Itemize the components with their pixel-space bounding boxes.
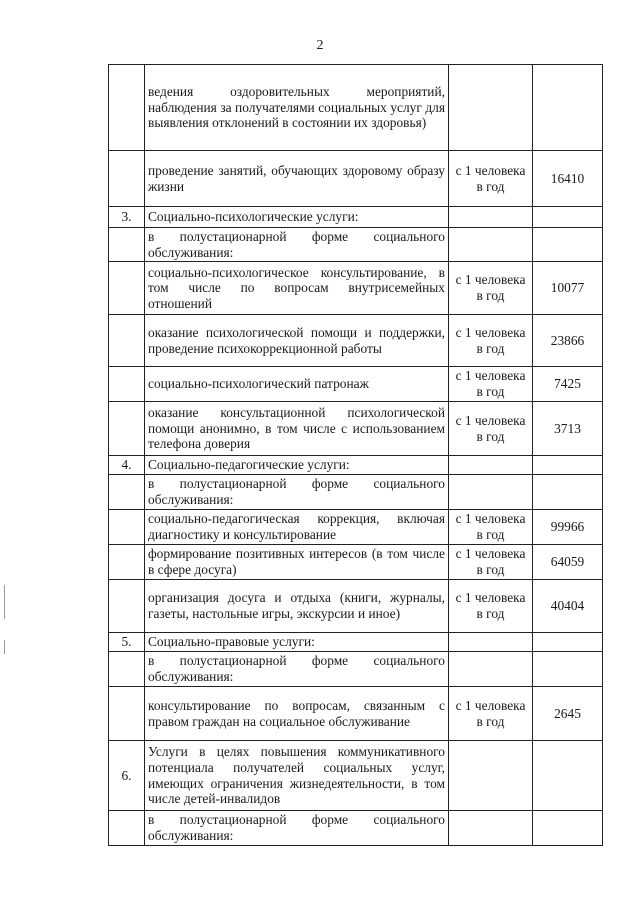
tariff-value [533,207,603,228]
row-number [109,228,145,262]
unit-cell [449,741,533,811]
unit-cell [449,811,533,846]
row-number [109,545,145,580]
table-row [109,652,603,687]
page-number: 2 [316,38,324,53]
table-row [109,475,603,510]
service-description: в полустационарной форме социального обслуживания: [145,811,449,846]
row-number [109,315,145,367]
table-row [109,510,603,545]
row-number [109,262,145,315]
unit-cell: с 1 человека в год [449,687,533,741]
section-heading: Социально-педагогические услуги: [145,456,449,475]
unit-cell [449,652,533,687]
unit-cell [449,228,533,262]
service-description: в полустационарной форме социального обслуживания: [145,475,449,510]
table-row [109,633,603,652]
table-row [109,580,603,633]
row-number [109,65,145,151]
tariff-value: 23866 [533,315,603,367]
tariff-value: 64059 [533,545,603,580]
row-number: 6. [109,741,145,811]
row-number: 4. [109,456,145,475]
unit-cell: с 1 человека в год [449,510,533,545]
service-description: оказание консультационной психологической помощи анонимно, в том числе с использованием телефона доверия [145,402,449,456]
scan-margin-mark [4,640,5,654]
unit-cell: с 1 человека в год [449,367,533,402]
service-description: проведение занятий, обучающих здоровому образу жизни [145,151,449,207]
section-heading: Социально-правовые услуги: [145,633,449,652]
table-row [109,262,603,315]
table-row [109,687,603,741]
unit-cell: с 1 человека в год [449,402,533,456]
table-row [109,151,603,207]
unit-cell: с 1 человека в год [449,580,533,633]
unit-cell [449,207,533,228]
table-row [109,811,603,846]
tariff-value [533,456,603,475]
service-description: социально-педагогическая коррекция, включая диагностику и консультирование [145,510,449,545]
row-number [109,652,145,687]
tariff-value [533,228,603,262]
scan-margin-mark [4,585,5,619]
table-row [109,367,603,402]
tariff-table [108,64,603,846]
row-number [109,687,145,741]
tariff-value [533,652,603,687]
tariff-value: 7425 [533,367,603,402]
table-row [109,228,603,262]
tariff-value: 2645 [533,687,603,741]
unit-cell [449,475,533,510]
tariff-value: 99966 [533,510,603,545]
table-row [109,456,603,475]
service-description: консультирование по вопросам, связанным с правом граждан на социальное обслуживание [145,687,449,741]
row-number: 5. [109,633,145,652]
tariff-value [533,811,603,846]
row-number [109,580,145,633]
table-row [109,65,603,151]
tariff-value [533,633,603,652]
section-heading: Услуги в целях повышения коммуникативного потенциала получателей социальных услуг, имеющих ограничения жизнедеятельности, в том числе детей-инвалидов [145,741,449,811]
unit-cell: с 1 человека в год [449,315,533,367]
unit-cell [449,456,533,475]
tariff-value: 16410 [533,151,603,207]
table-row [109,545,603,580]
tariff-value [533,65,603,151]
row-number: 3. [109,207,145,228]
unit-cell: с 1 человека в год [449,545,533,580]
section-heading: Социально-психологические услуги: [145,207,449,228]
service-description: ведения оздоровительных мероприятий, наблюдения за получателями социальных услуг для выявления отклонений в состоянии их здоровья) [145,65,449,151]
service-description: социально-психологическое консультирование, в том числе по вопросам внутрисемейных отношений [145,262,449,315]
tariff-value [533,475,603,510]
row-number [109,151,145,207]
table-row [109,207,603,228]
row-number [109,367,145,402]
tariff-value: 40404 [533,580,603,633]
service-description: в полустационарной форме социального обслуживания: [145,652,449,687]
row-number [109,475,145,510]
row-number [109,402,145,456]
unit-cell [449,633,533,652]
table-row [109,402,603,456]
unit-cell: с 1 человека в год [449,262,533,315]
tariff-value: 10077 [533,262,603,315]
unit-cell: с 1 человека в год [449,151,533,207]
table-row [109,315,603,367]
service-description: в полустационарной форме социального обслуживания: [145,228,449,262]
table-row [109,741,603,811]
row-number [109,510,145,545]
service-description: оказание психологической помощи и поддержки, проведение психокоррекционной работы [145,315,449,367]
row-number [109,811,145,846]
tariff-value [533,741,603,811]
service-description: формирование позитивных интересов (в том числе в сфере досуга) [145,545,449,580]
tariff-value: 3713 [533,402,603,456]
service-description: организация досуга и отдыха (книги, журналы, газеты, настольные игры, экскурсии и иное) [145,580,449,633]
unit-cell [449,65,533,151]
service-description: социально-психологический патронаж [145,367,449,402]
